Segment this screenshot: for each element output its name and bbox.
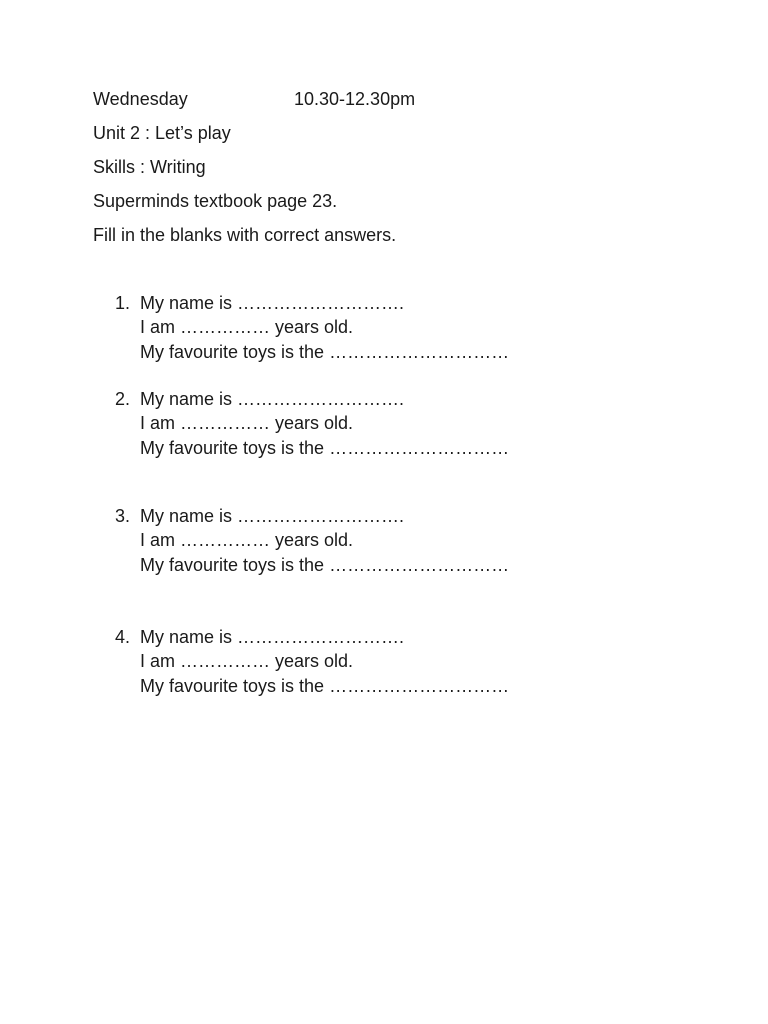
toy-line: [115, 341, 715, 365]
age-blank-text: I am …………… years old.: [140, 317, 354, 338]
instruction-line: Fill in the blanks with correct answers.: [93, 225, 397, 245]
name-line: [115, 388, 715, 412]
question-number: 1.: [115, 293, 131, 313]
name-line: [115, 292, 715, 316]
day-label: Wednesday: [93, 89, 188, 109]
name-blank-text: My name is ……………………….: [140, 389, 405, 409]
question-item-4: [115, 626, 715, 699]
name-blank-text: My name is ……………………….: [140, 627, 405, 647]
skills-line: Skills : Writing: [93, 157, 206, 177]
reference-line: Superminds textbook page 23.: [93, 191, 338, 211]
question-item-3: [115, 505, 715, 578]
name-line: [115, 626, 715, 650]
age-line: [115, 316, 715, 340]
toy-blank-text: My favourite toys is the …………………………: [140, 437, 510, 458]
age-blank-text: I am …………… years old.: [140, 413, 354, 434]
age-line: [115, 529, 715, 553]
age-blank-text: I am …………… years old.: [140, 530, 354, 551]
toy-line: [115, 554, 715, 578]
question-number: 4.: [115, 627, 131, 647]
question-number: 2.: [115, 389, 131, 409]
toy-blank-text: My favourite toys is the …………………………: [140, 341, 510, 362]
age-line: [115, 412, 715, 436]
worksheet-header: [93, 88, 693, 258]
toy-blank-text: My favourite toys is the …………………………: [140, 675, 510, 696]
name-blank-text: My name is ……………………….: [140, 506, 405, 526]
question-number: 3.: [115, 506, 131, 526]
time-label: 10.30-12.30pm: [294, 89, 416, 109]
age-blank-text: I am …………… years old.: [140, 651, 354, 672]
unit-line: Unit 2 : Let’s play: [93, 123, 231, 143]
name-line: [115, 505, 715, 529]
question-item-1: [115, 292, 715, 365]
name-blank-text: My name is ……………………….: [140, 293, 405, 313]
toy-blank-text: My favourite toys is the …………………………: [140, 554, 510, 575]
question-item-2: [115, 388, 715, 461]
toy-line: [115, 675, 715, 699]
age-line: [115, 650, 715, 674]
toy-line: [115, 437, 715, 461]
schedule-line: [93, 88, 693, 122]
